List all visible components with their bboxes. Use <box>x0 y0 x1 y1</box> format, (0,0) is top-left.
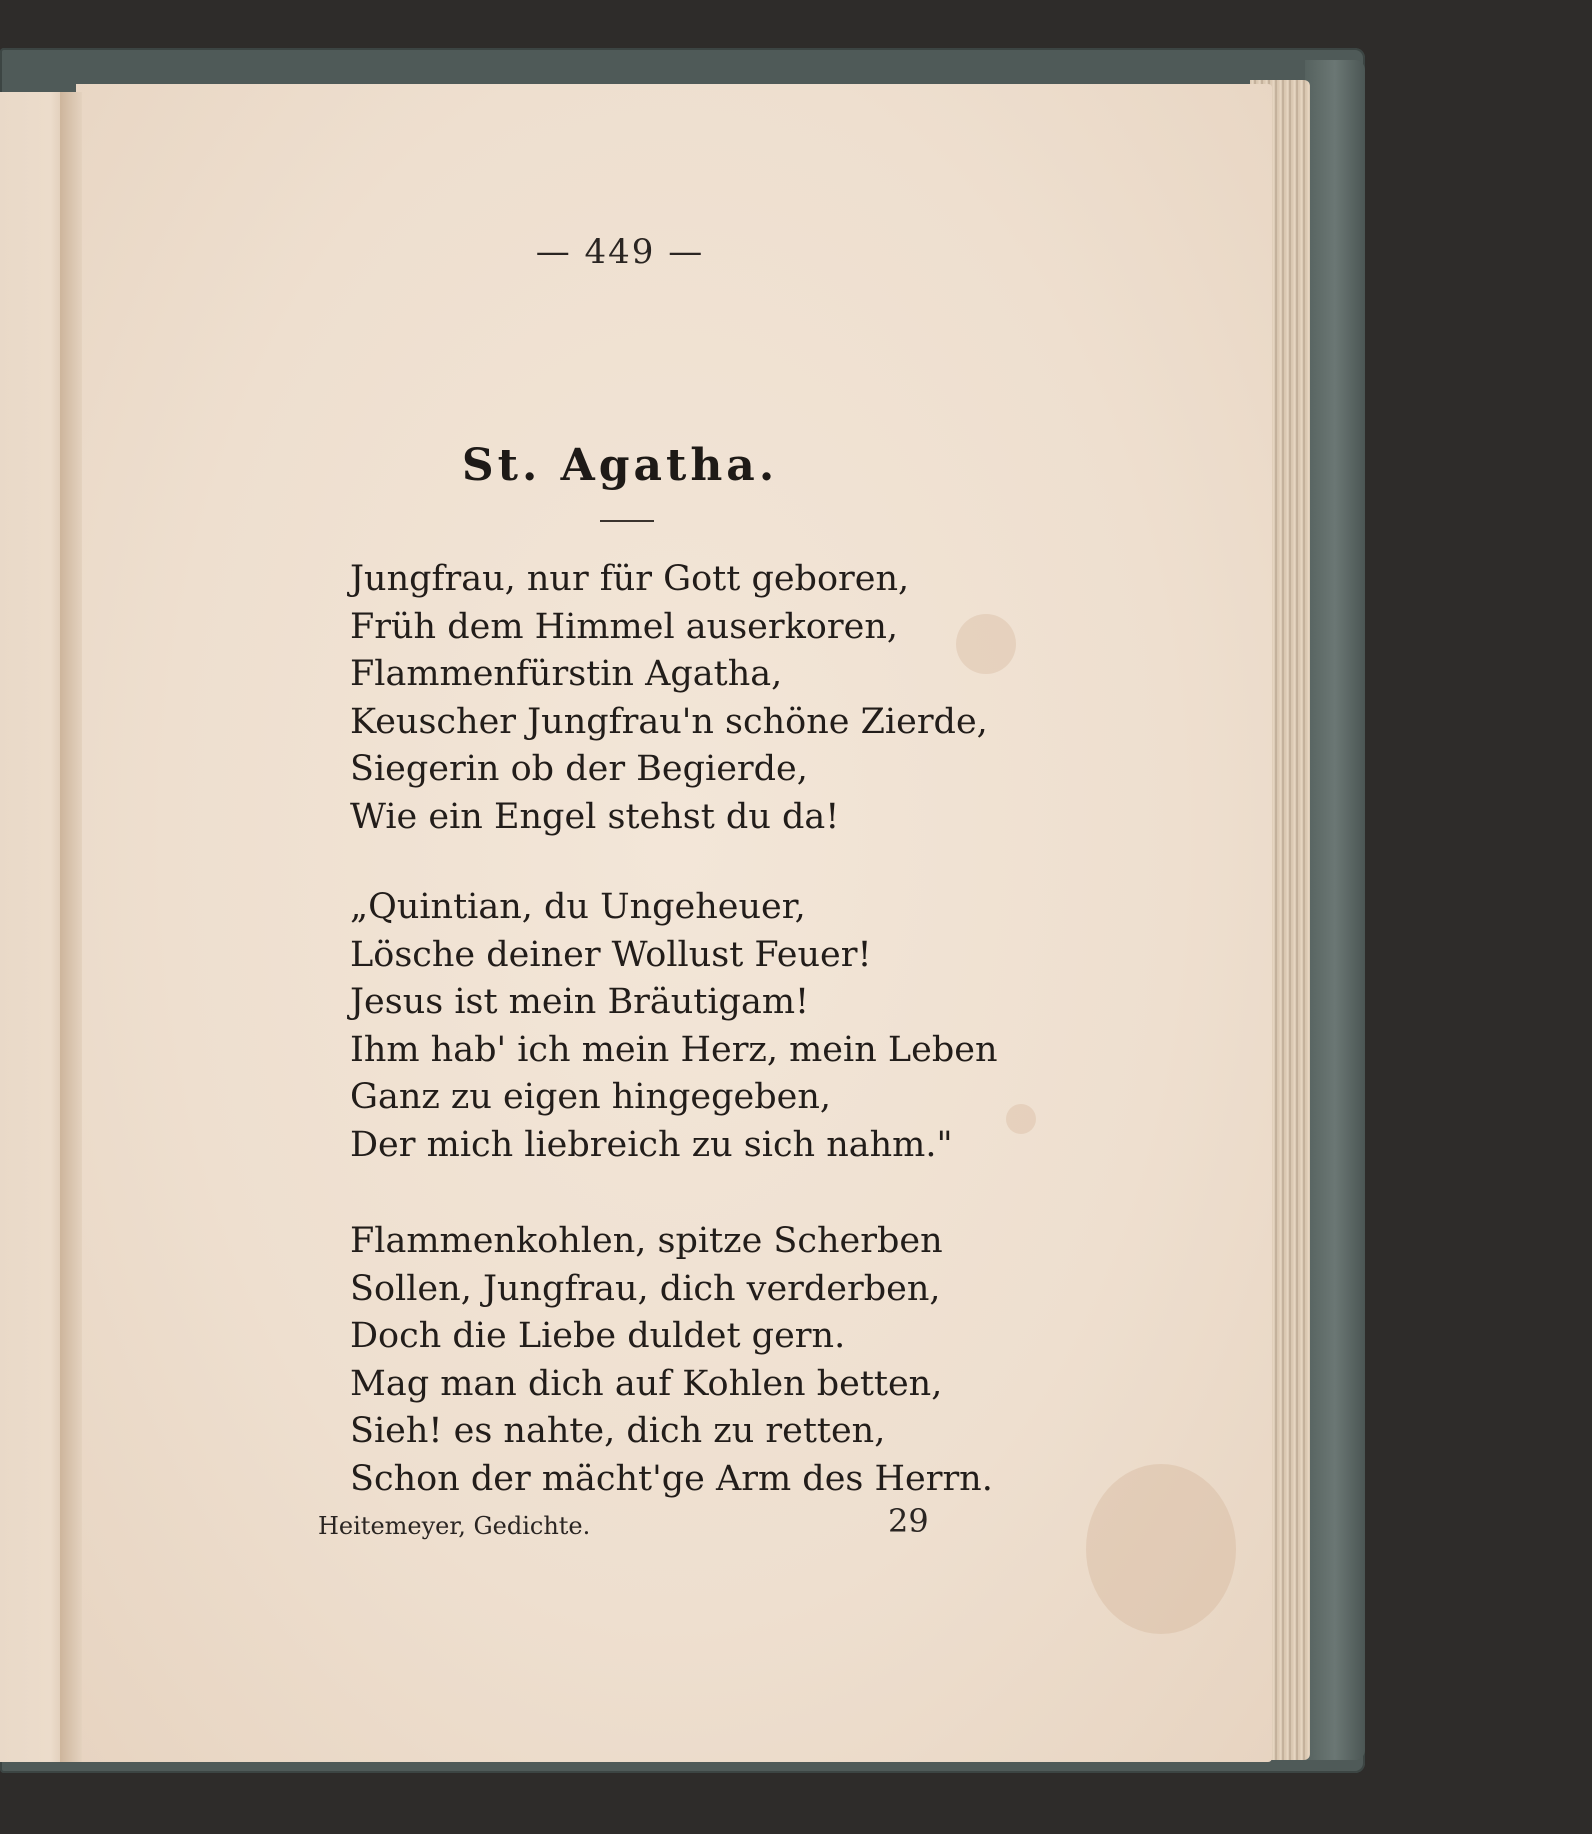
verse-line: Flammenkohlen, spitze Scherben <box>350 1221 943 1261</box>
poem-title: St. Agatha. <box>461 440 779 491</box>
signature-mark: 29 <box>888 1502 929 1540</box>
verse-line: Sollen, Jungfrau, dich verderben, <box>350 1268 941 1309</box>
verse-line: Siegerin ob der Begierde, <box>350 749 808 789</box>
verse-line: Sieh! es nahte, dich zu retten, <box>350 1411 886 1451</box>
verse-line: Mag man dich auf Kohlen betten, <box>350 1363 943 1404</box>
page-number: — 449 — <box>535 232 705 272</box>
verse-line: Flammenfürstin Agatha, <box>350 654 783 694</box>
footer-author: Heitemeyer, Gedichte. <box>318 1512 591 1540</box>
verse-line: Ihm hab' ich mein Herz, mein Leben <box>350 1029 998 1070</box>
stanza-3 <box>350 1218 993 1503</box>
book-cover-edge <box>1305 60 1365 1760</box>
verse-line: Schon der mächt'ge Arm des Herrn. <box>350 1458 993 1499</box>
verse-line: Lösche deiner Wollust Feuer! <box>350 934 872 975</box>
verse-line: Ganz zu eigen hingegeben, <box>350 1077 832 1117</box>
verse-line: „Quintian, du Ungeheuer, <box>350 887 806 927</box>
paper-stain <box>1086 1464 1236 1634</box>
paper-stain <box>1006 1104 1036 1134</box>
verse-line: Doch die Liebe duldet gern. <box>350 1316 846 1356</box>
title-divider <box>600 520 654 522</box>
verse-line: Früh dem Himmel auserkoren, <box>350 606 898 647</box>
verse-line: Der mich liebreich zu sich nahm." <box>350 1124 953 1165</box>
verse-line: Jungfrau, nur für Gott geboren, <box>350 559 910 599</box>
verse-line: Keuscher Jungfrau'n schöne Zierde, <box>350 701 988 742</box>
book-gutter <box>60 92 82 1762</box>
stanza-2 <box>350 884 998 1169</box>
verse-line: Wie ein Engel stehst du da! <box>350 796 840 837</box>
stanza-1 <box>350 556 988 841</box>
verse-line: Jesus ist mein Bräutigam! <box>350 982 810 1022</box>
